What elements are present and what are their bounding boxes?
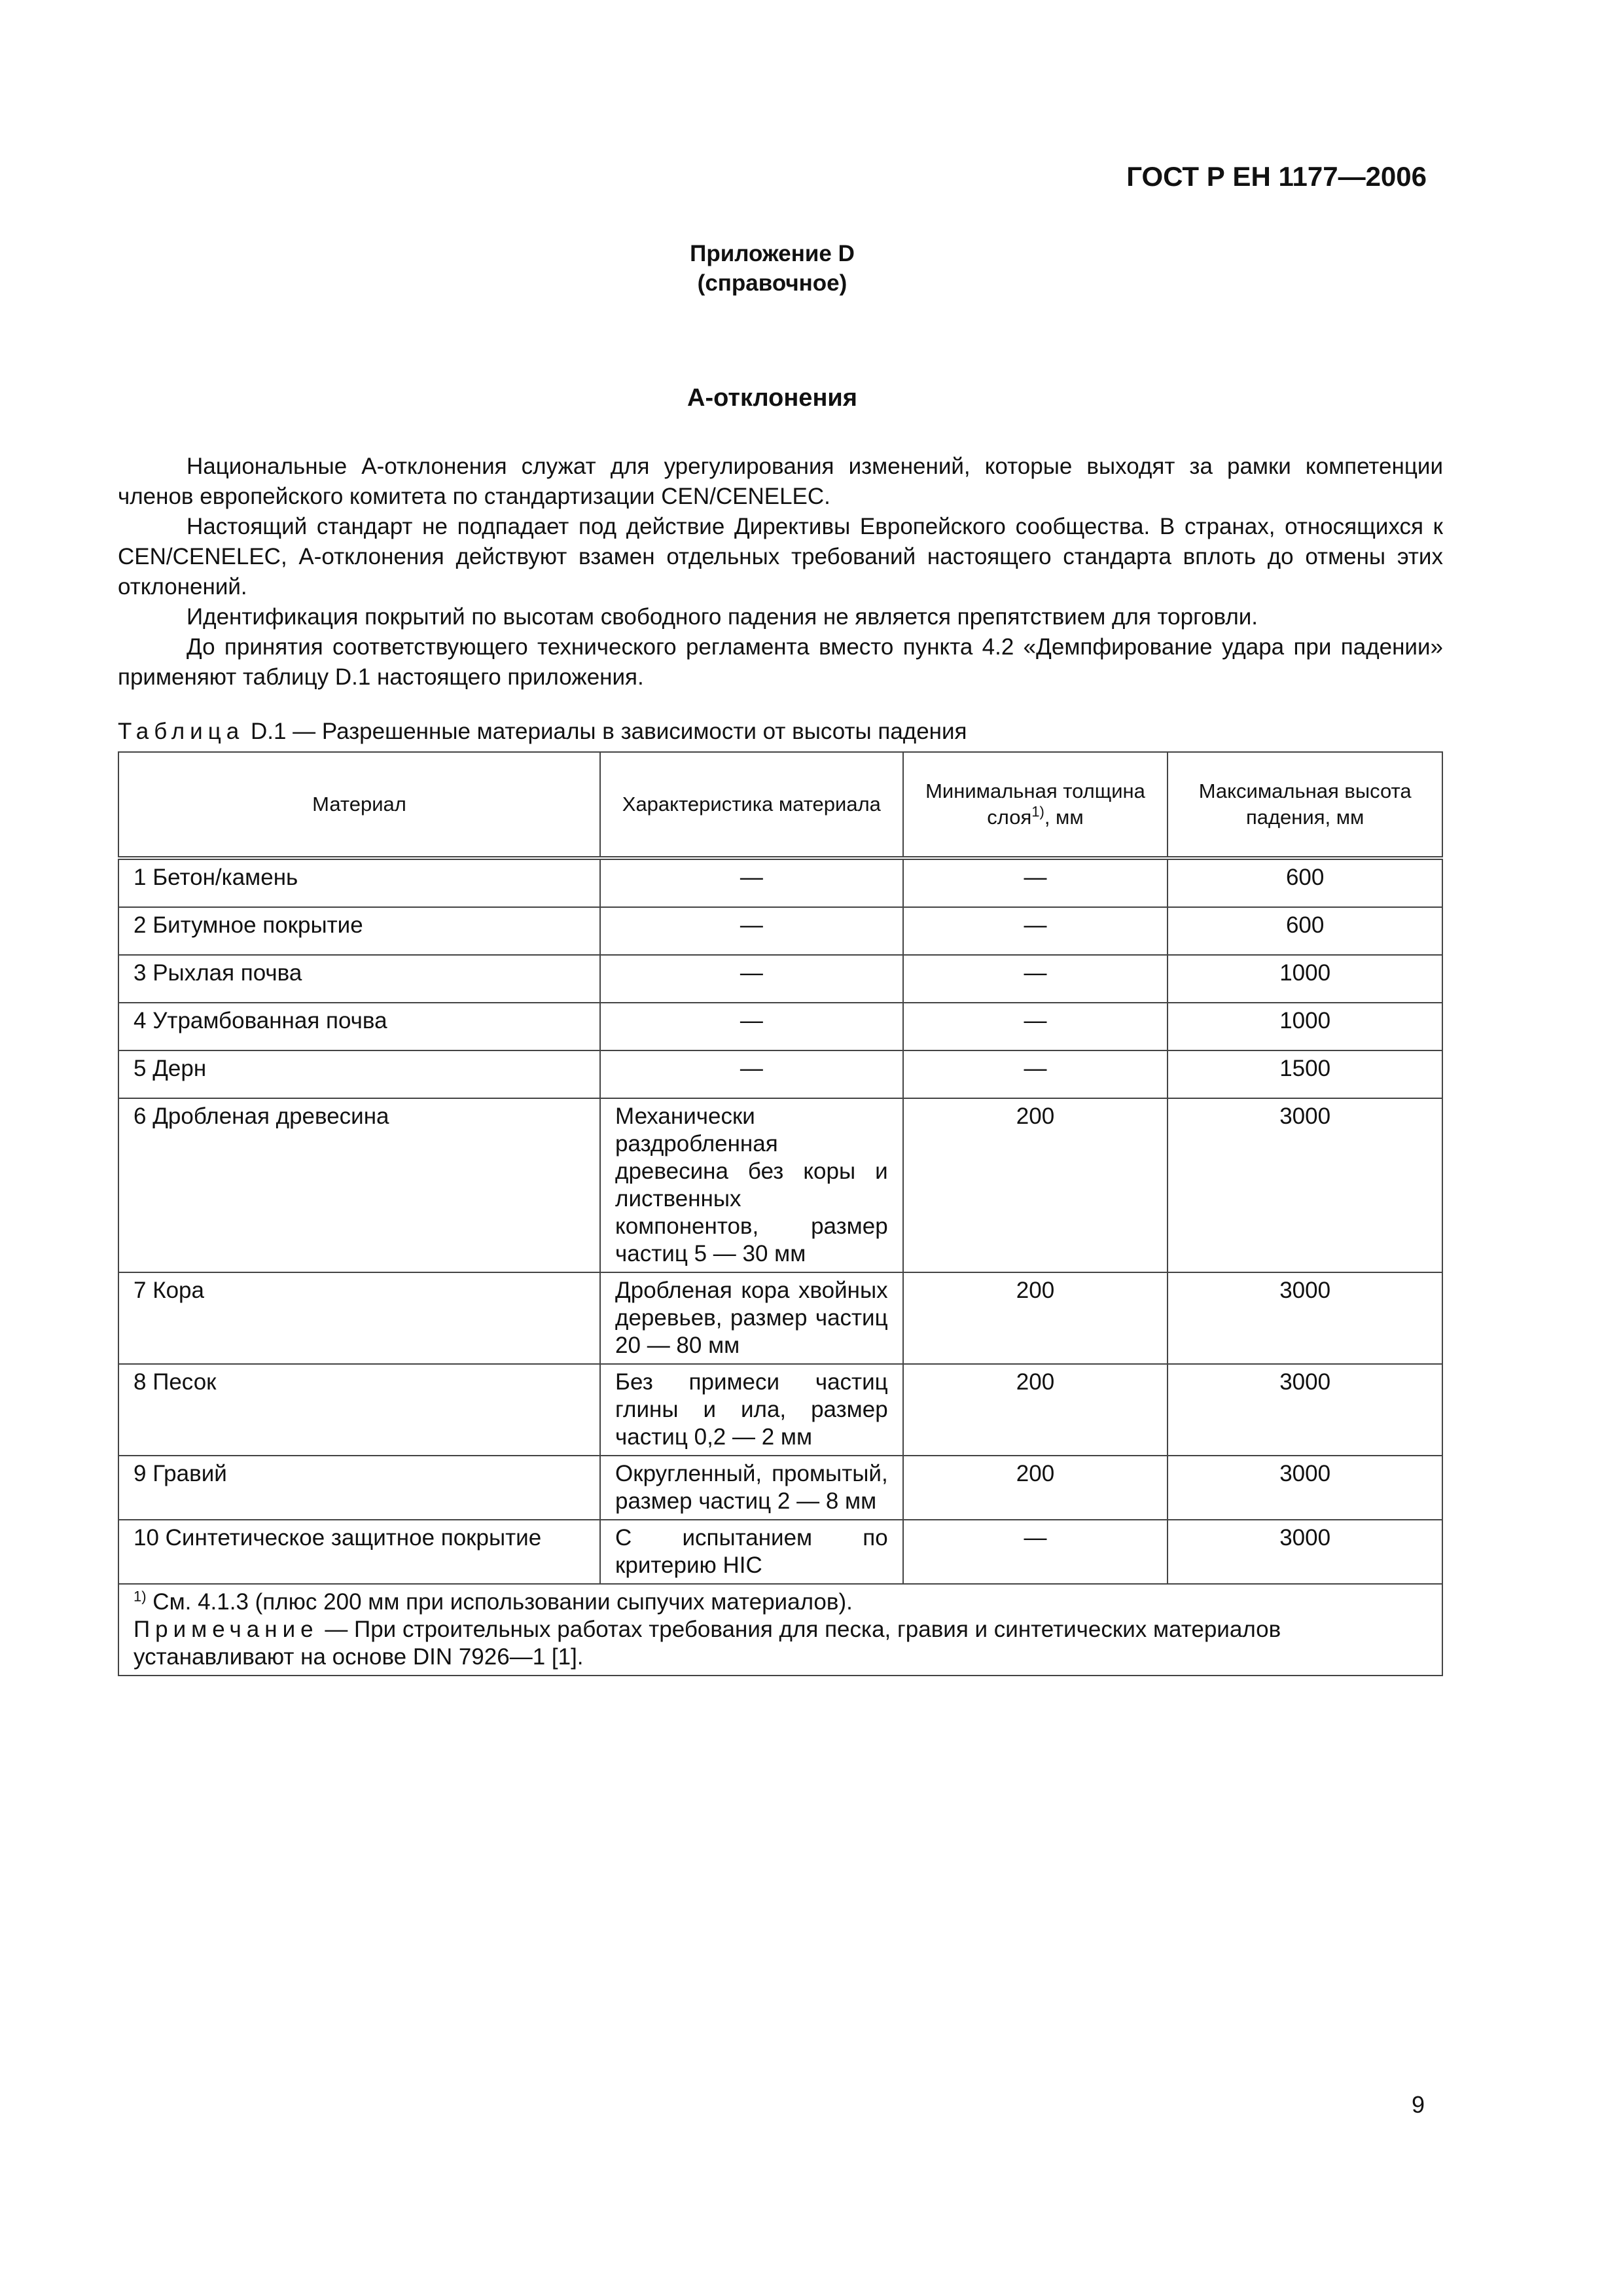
cell-height: 3000 — [1168, 1456, 1442, 1520]
cell-thickness: 200 — [903, 1364, 1168, 1456]
cell-material: 2 Битумное покрытие — [118, 907, 600, 955]
cell-height: 3000 — [1168, 1364, 1442, 1456]
table-row — [118, 1364, 1442, 1456]
cell-material: 5 Дерн — [118, 1050, 600, 1098]
cell-characteristic: Округленный, промытый, размер частиц 2 — 8 мм — [600, 1456, 903, 1520]
cell-thickness: — — [903, 907, 1168, 955]
cell-material: 9 Гравий — [118, 1456, 600, 1520]
table-row — [118, 907, 1442, 955]
cell-characteristic: С испытанием по критерию HIC — [600, 1520, 903, 1584]
cell-thickness: 200 — [903, 1098, 1168, 1272]
table-row — [118, 1003, 1442, 1050]
table-row — [118, 1520, 1442, 1584]
table-caption-text: D.1 — Разрешенные материалы в зависимости от высоты падения — [250, 719, 967, 744]
cell-height: 3000 — [1168, 1098, 1442, 1272]
cell-height: 600 — [1168, 858, 1442, 907]
cell-material: 10 Синтетическое защитное покрытие — [118, 1520, 600, 1584]
table-row — [118, 955, 1442, 1003]
table-row — [118, 858, 1442, 907]
body-text — [118, 452, 1443, 692]
cell-thickness: — — [903, 1050, 1168, 1098]
cell-characteristic: — — [600, 955, 903, 1003]
footnote-text: См. 4.1.3 (плюс 200 мм при использовании сыпучих материалов). — [146, 1589, 853, 1615]
annex-title: Приложение D — [690, 241, 855, 266]
cell-thickness: — — [903, 1520, 1168, 1584]
cell-thickness: — — [903, 858, 1168, 907]
cell-height: 600 — [1168, 907, 1442, 955]
note-word: Примечание — [134, 1617, 319, 1642]
footnote-mark: 1) — [134, 1588, 147, 1605]
cell-height: 1000 — [1168, 1003, 1442, 1050]
table-caption-word: Таблица — [118, 719, 245, 744]
cell-characteristic: — — [600, 858, 903, 907]
cell-characteristic: — — [600, 1003, 903, 1050]
cell-characteristic: Без примеси частиц глины и ила, размер частиц 0,2 — 2 мм — [600, 1364, 903, 1456]
footnote — [134, 1588, 1427, 1616]
annex-subtitle: (справочное) — [697, 270, 847, 296]
cell-material: 4 Утрамбованная почва — [118, 1003, 600, 1050]
cell-height: 1000 — [1168, 955, 1442, 1003]
paragraph: Настоящий стандарт не подпадает под действие Директивы Европейского сообщества. В странах, относящихся к CEN/CENELEC, А-отклонения действуют взамен отдельных требований настоящего стандарта вплоть до отмены этих отклонений. — [118, 514, 1443, 600]
cell-thickness: — — [903, 1003, 1168, 1050]
cell-thickness: 200 — [903, 1272, 1168, 1364]
header-characteristic: Характеристика материала — [600, 752, 903, 858]
cell-characteristic: — — [600, 1050, 903, 1098]
note-text: — При строительных работах требования для песка, гравия и синтетических материалов устанавливают на основе DIN 7926—1 [1]. — [134, 1617, 1281, 1670]
materials-table — [118, 751, 1443, 1676]
cell-material: 1 Бетон/камень — [118, 858, 600, 907]
cell-height: 3000 — [1168, 1520, 1442, 1584]
cell-height: 3000 — [1168, 1272, 1442, 1364]
cell-characteristic: Механически раздробленная древесина без коры и лиственных компонентов, размер частиц 5 — 30 мм — [600, 1098, 903, 1272]
paragraph: Идентификация покрытий по высотам свободного падения не является препятствием для торговли. — [187, 604, 1258, 630]
table-note — [134, 1616, 1427, 1671]
annex-block — [0, 239, 1544, 298]
table-row — [118, 1456, 1442, 1520]
cell-thickness: — — [903, 955, 1168, 1003]
cell-thickness: 200 — [903, 1456, 1168, 1520]
cell-material: 7 Кора — [118, 1272, 600, 1364]
table-row — [118, 1272, 1442, 1364]
paragraph: Национальные А-отклонения служат для урегулирования изменений, которые выходят за рамки компетенции членов европейского комитета по стандартизации CEN/CENELEC. — [118, 454, 1443, 509]
header-max-height: Максимальная высота падения, мм — [1168, 752, 1442, 858]
section-heading: А-отклонения — [687, 384, 857, 412]
cell-material: 6 Дробленая древесина — [118, 1098, 600, 1272]
table-footer-row — [118, 1584, 1442, 1676]
header-min-thickness-unit: , мм — [1044, 806, 1084, 829]
page-number: 9 — [1412, 2091, 1425, 2118]
header-min-thickness-label: Минимальная толщина слоя — [925, 780, 1145, 829]
table-footer — [118, 1584, 1442, 1676]
table-row — [118, 1050, 1442, 1098]
cell-characteristic: — — [600, 907, 903, 955]
table-header-row — [118, 752, 1442, 858]
cell-characteristic: Дробленая кора хвойных деревьев, размер частиц 20 — 80 мм — [600, 1272, 903, 1364]
header-material: Материал — [118, 752, 600, 858]
header-min-thickness — [903, 752, 1168, 858]
standard-code: ГОСТ Р ЕН 1177—2006 — [1126, 161, 1427, 192]
footnote-ref: 1) — [1031, 803, 1044, 820]
paragraph: До принятия соответствующего технического регламента вместо пункта 4.2 «Демпфирование удара при падении» применяют таблицу D.1 настоящего приложения. — [118, 634, 1443, 690]
cell-material: 3 Рыхлая почва — [118, 955, 600, 1003]
cell-height: 1500 — [1168, 1050, 1442, 1098]
table-caption — [118, 719, 967, 745]
table-row — [118, 1098, 1442, 1272]
cell-material: 8 Песок — [118, 1364, 600, 1456]
